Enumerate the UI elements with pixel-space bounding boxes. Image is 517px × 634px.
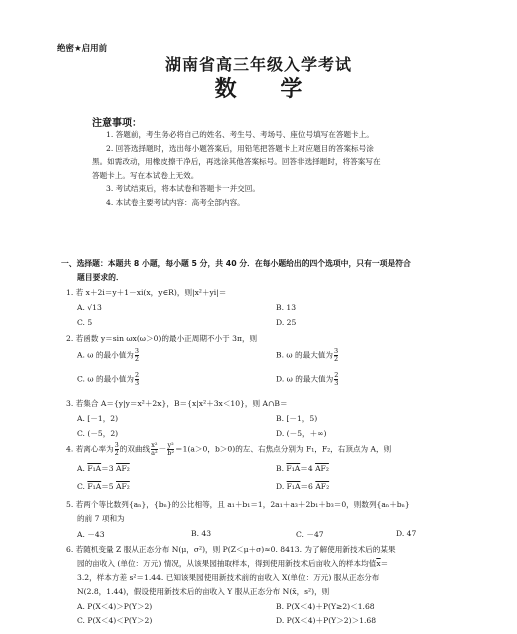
q3-option-a: A. [－1，2) (77, 414, 119, 423)
q4-option-d (276, 481, 329, 492)
q3-option-c: C. (－5，2) (77, 429, 119, 438)
fraction-denominator: a² (151, 449, 158, 457)
fraction-numerator: 3 (114, 441, 119, 449)
q3-stem: 3. 若集合 A＝{y|y＝x²＋2x}，B＝{x|x²＋3x＜10}，则 A∩B＝ (66, 399, 288, 408)
q2-a-text: A. ω 的最小值为 (77, 350, 134, 360)
q6-option-d: D. P(X＜4)＋P(Y＞2)＞1.68 (276, 616, 377, 625)
q1-option-c: C. 5 (77, 318, 93, 327)
notice-heading: 注意事项： (92, 118, 142, 129)
q6-stem-line-2 (77, 558, 388, 569)
q5-stem-line-1: 5. 若两个等比数列{aₙ}，{bₙ}的公比相等，且 a₁＋b₁＝1，2a₁＋a₃＋2b₁＋b₃＝0，则数列{aₙ＋bₙ} (66, 500, 410, 509)
q2-option-b (276, 348, 339, 363)
subject-title: 数 学 (214, 76, 321, 102)
q5-option-b: B. 43 (191, 529, 212, 538)
vector: F₁A (286, 464, 301, 473)
q4-stem (66, 442, 391, 457)
q2-b-text: B. ω 的最大值为 (276, 350, 333, 360)
fraction-denominator: 2 (114, 449, 119, 457)
fraction-denominator: 3 (334, 379, 339, 387)
notice-line-4: 答题卡上。写在本试卷上无效。 (92, 171, 199, 180)
option-letter: C. (77, 482, 88, 491)
section-heading-line-1: 一、选择题：本题共 8 小题，每小题 5 分，共 40 分．在每小题给出的四个选项中，只有一项是符合 (61, 259, 411, 268)
option-text: ＝5 (101, 482, 117, 491)
q2-a-fraction (135, 348, 139, 363)
q6-option-c: C. P(X＜4)＜P(Y＞2) (77, 616, 153, 625)
option-letter: A. (77, 464, 88, 473)
fraction-denominator: 2 (134, 355, 140, 363)
sample-mean-symbol: $\overline{x}$ (376, 559, 381, 568)
q4-eccentricity-fraction (115, 442, 119, 457)
q6-option-b: B. P(X＜4)＋P(Y≥2)＜1.68 (276, 602, 375, 611)
fraction-numerator: 3 (134, 347, 140, 355)
fraction-numerator: x² (151, 441, 158, 449)
q6-option-a: A. P(X＜4)＞P(Y＞2) (77, 602, 153, 611)
q2-option-c (77, 372, 140, 387)
fraction-numerator: y² (167, 441, 174, 449)
option-text: ＝6 (300, 482, 316, 491)
q2-d-fraction (334, 372, 338, 387)
notice-line-1: 1. 答题前，考生务必将自己的姓名、考生号、考场号、座位号填写在答题卡上。 (106, 130, 374, 139)
q2-stem: 2. 若函数 y＝sin ωx(ω＞0)的最小正周期不小于 3π，则 (66, 334, 258, 343)
q4-y-fraction (167, 442, 174, 457)
fraction-numerator: 2 (334, 371, 339, 379)
vector: F₁A (87, 464, 102, 473)
confidential-label: 绝密★启用前 (57, 44, 108, 54)
vector: AF₂ (315, 482, 330, 491)
q6-stem-text: ＝ (380, 559, 389, 568)
q1-option-d: D. 25 (276, 318, 297, 327)
fraction-numerator: 2 (134, 371, 140, 379)
minus-sign: － (158, 444, 167, 454)
notice-line-6: 4. 本试卷主要考试内容：高考全部内容。 (106, 198, 245, 207)
q6-stem-line-4: N(2.8，1.44)，假设使用新技术后的亩收入 Y 服从正态分布 N(x̄，s²)，则 (77, 587, 330, 596)
q2-c-text: C. ω 的最小值为 (77, 374, 134, 384)
option-letter: D. (276, 482, 287, 491)
q3-option-d: D. (－5，＋∞) (276, 429, 327, 438)
option-text: ＝3 (101, 464, 116, 473)
q2-option-d (276, 372, 339, 387)
option-letter: B. (276, 464, 287, 473)
notice-line-5: 3. 考试结束后，将本试卷和答题卡一并交回。 (106, 184, 260, 193)
q2-b-fraction (334, 348, 338, 363)
q5-stem-line-2: 的前 7 项和为 (77, 514, 125, 523)
q6-stem-line-1: 6. 若随机变量 Z 服从正态分布 N(μ，σ²)，则 P(Z＜μ＋σ)≈0. 8413. 为了解使用新技术后的某果 (66, 545, 396, 554)
q4-x-fraction (151, 442, 157, 457)
q5-option-a: A. －43 (77, 530, 105, 539)
q2-c-fraction (135, 372, 139, 387)
q5-option-c: C. －47 (296, 530, 324, 539)
fraction-denominator: 3 (134, 379, 140, 387)
q4-stem-text: 的双曲线 (119, 444, 151, 454)
vector: F₁A (286, 482, 301, 491)
q6-stem-text: 园的亩收入 (单位：万元) 情况，从该果园抽取样本，得到使用新技术后亩收入的样本均值 (77, 559, 377, 568)
notice-line-2: 2. 回答选择题时，选出每小题答案后，用铅笔把答题卡上对应题目的答案标号涂 (106, 144, 374, 153)
q1-option-b: B. 13 (276, 303, 297, 312)
vector: AF₂ (115, 464, 130, 473)
q3-option-b: B. [－1，5) (276, 414, 318, 423)
q4-option-b (276, 463, 329, 474)
q4-option-c (77, 481, 130, 492)
option-text: ＝4 (300, 464, 316, 473)
q2-d-text: D. ω 的最大值为 (276, 374, 334, 384)
vector: AF₂ (116, 482, 130, 491)
vector: F₁A (87, 482, 102, 491)
q1-stem: 1. 若 x＋2i＝y＋1－xi(x，y∈R)，则|x²＋yi|＝ (66, 288, 227, 297)
q4-option-a (77, 463, 130, 474)
q4-stem-text: ＝1(a＞0，b＞0)的左、右焦点分别为 F₁，F₂，右顶点为 A，则 (175, 444, 392, 454)
vector: AF₂ (315, 464, 329, 473)
notice-line-3: 黑。如需改动，用橡皮擦干净后，再选涂其他答案标号。回答非选择题时，将答案写在 (92, 157, 381, 166)
q2-option-a (77, 348, 140, 363)
exam-title: 湖南省高三年级入学考试 (164, 55, 352, 74)
q5-option-d: D. 47 (396, 529, 417, 538)
q6-stem-line-3: 3.2，样本方差 s²＝1.44. 已知该果园使用新技术前的亩收入 X(单位：万元) 服从正态分布 (77, 573, 380, 582)
fraction-denominator: b² (167, 449, 175, 457)
fraction-numerator: 3 (333, 347, 339, 355)
fraction-denominator: 2 (333, 355, 339, 363)
q4-stem-text: 4. 若离心率为 (66, 444, 114, 454)
section-heading-line-2: 题目要求的． (77, 273, 124, 282)
q1-option-a: A. √13 (77, 303, 102, 312)
